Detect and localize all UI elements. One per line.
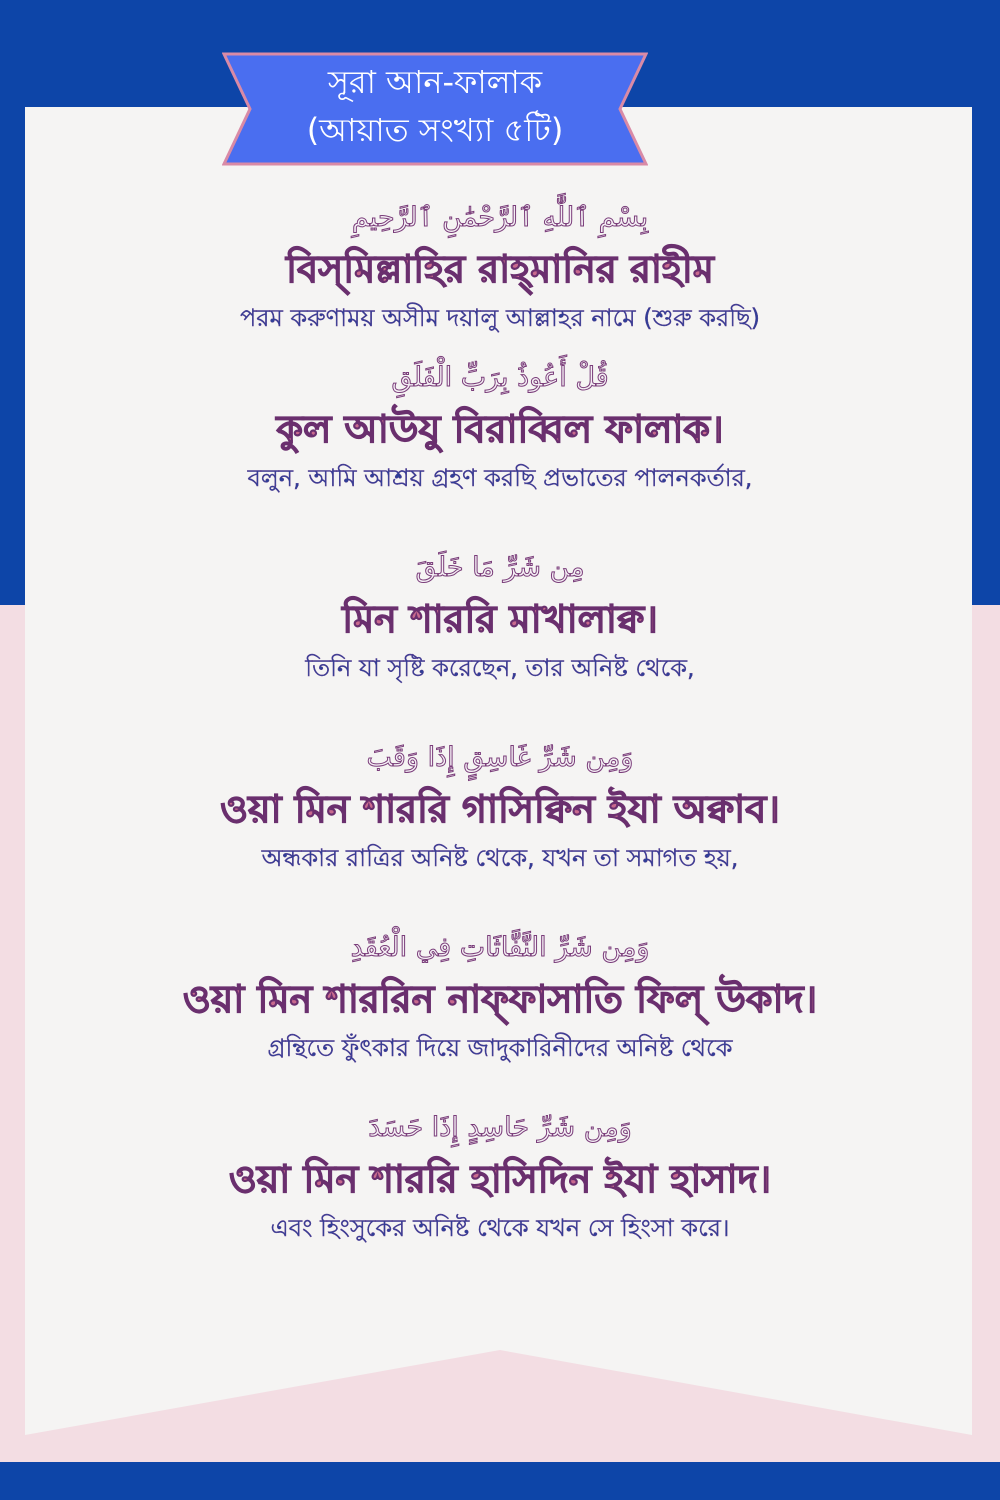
meaning-text: পরম করুণাময় অসীম দয়ালু আল্লাহর নামে (শুরু করছি): [239, 304, 761, 332]
meaning-text: গ্রন্থিতে ফুঁৎকার দিয়ে জাদুকারিনীদের অনিষ্ট থেকে: [267, 1034, 733, 1062]
arabic-text: مِن شَرِّ مَا خَلَقَ: [415, 552, 585, 583]
meaning-text: অন্ধকার রাত্রির অনিষ্ট থেকে, যখন তা সমাগত হয়,: [261, 844, 739, 872]
meaning-text: বলুন, আমি আশ্রয় গ্রহণ করছি প্রভাতের পালনকর্তার,: [247, 464, 753, 492]
verse-block: [30, 736, 970, 926]
transliteration-text: ওয়া মিন শাররি হাসিদিন ইযা হাসাদ।: [228, 1157, 772, 1201]
verse-block: [30, 926, 970, 1106]
verse-block: [30, 546, 970, 736]
arabic-text: وَمِن شَرِّ حَاسِدٍ إِذَا حَسَدَ: [368, 1112, 632, 1143]
verse-block: [30, 1106, 970, 1266]
title-block: [222, 58, 648, 154]
transliteration-text: ওয়া মিন শাররি গাসিক্বিন ইযা অক্বাব।: [220, 787, 780, 831]
transliteration-text: বিস্‌মিল্লাহির রাহ্‌মানির রাহীম: [286, 247, 714, 291]
verses-list: [30, 196, 970, 1266]
transliteration-text: ওয়া মিন শাররিন নাফ্‌ফাসাতি ফিল্‌ উকাদ।: [182, 977, 818, 1021]
transliteration-text: কুল আউযু বিরাব্বিল ফালাক।: [276, 407, 724, 451]
arabic-text: قُلْ أَعُوذُ بِرَبِّ الْفَلَقِ: [391, 362, 609, 393]
verse-block: [30, 356, 970, 546]
verse-block: [30, 196, 970, 356]
arabic-text: وَمِن شَرِّ النَّفَّاثَاتِ فِي الْعُقَدِ: [350, 932, 650, 963]
arabic-text: وَمِن شَرِّ غَاسِقٍ إِذَا وَقَبَ: [366, 742, 634, 773]
meaning-text: এবং হিংসুকের অনিষ্ট থেকে যখন সে হিংসা করে।: [270, 1214, 730, 1242]
ayah-count: (আয়াত সংখ্যা ৫টি): [306, 111, 564, 149]
transliteration-text: মিন শাররি মাখালাক্ব।: [342, 597, 658, 641]
meaning-text: তিনি যা সৃষ্টি করেছেন, তার অনিষ্ট থেকে,: [305, 654, 695, 682]
surah-title: সূরা আন-ফালাক: [327, 63, 543, 101]
arabic-text: بِسْمِ ٱللَّٰهِ ٱلرَّحْمَٰنِ ٱلرَّحِيمِ: [351, 202, 649, 233]
